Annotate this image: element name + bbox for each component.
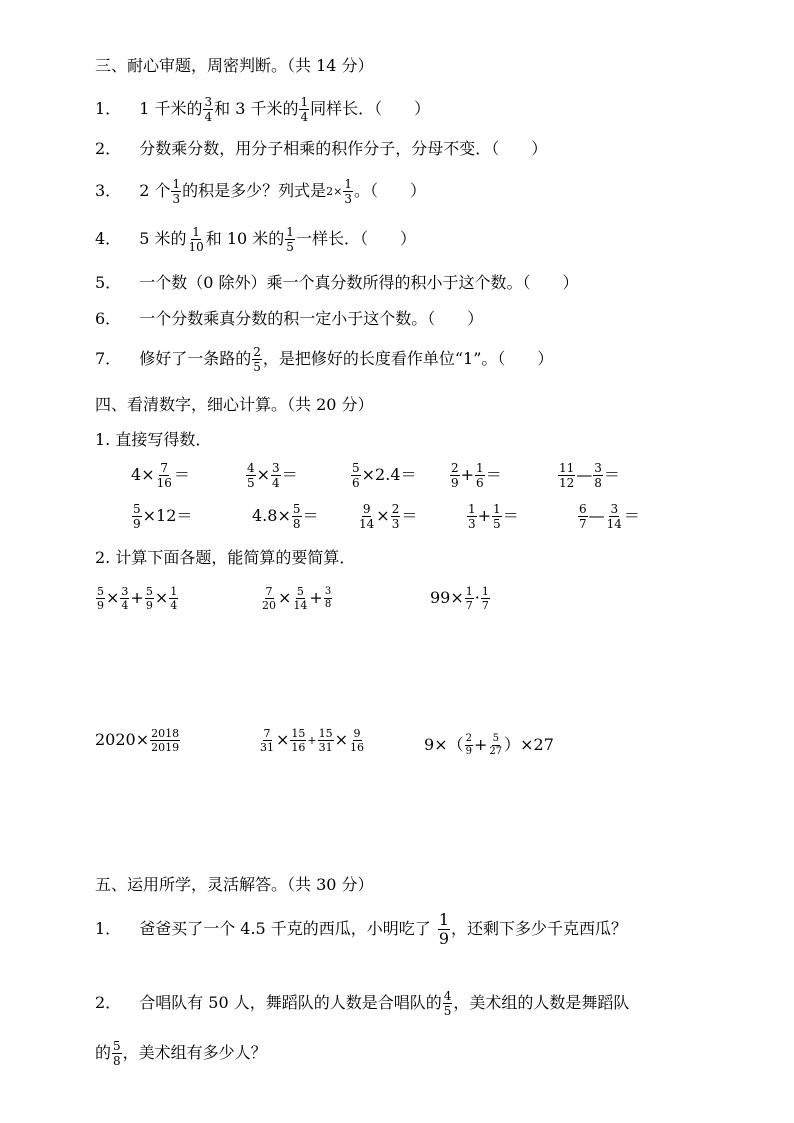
calc-problem-6: 9×（ $\frac{2}{9}$ + $\frac{5}{27}$ ）×27	[424, 733, 554, 757]
question-5-2-line-1	[95, 990, 629, 1017]
oral-calc-3: $\frac{5}{6}$ ×2.4＝	[352, 461, 417, 490]
question-text: 1 千米的	[139, 99, 203, 118]
oral-calc-9: $\frac{1}{3}$ + $\frac{1}{5}$ ＝	[468, 502, 519, 531]
subsection-2-title: 2. 计算下面各题，能简算的要简算．	[95, 548, 356, 567]
question-3-4	[95, 226, 416, 253]
section-3-title: 三、耐心审题，周密判断。（共 14 分）	[95, 56, 374, 75]
calc-problem-2: $\frac{7}{20}$ × $\frac{5}{14}$ + $\frac{3}{8}$	[262, 585, 332, 612]
fraction: $\frac{1}{9}$	[438, 910, 449, 948]
calc-problem-1: $\frac{5}{9}$ × $\frac{3}{4}$ + $\frac{5}{9}$ × $\frac{1}{4}$	[97, 585, 178, 612]
oral-calc-10: $\frac{6}{7}$ — $\frac{3}{14}$ ＝	[579, 502, 640, 531]
oral-calc-5: $\frac{11}{12}$ — $\frac{3}{8}$ ＝	[559, 461, 620, 490]
question-number: 2．	[95, 139, 122, 158]
calc-problem-4: 2020× $\frac{2018}{2019}$	[95, 727, 180, 754]
fraction: $\frac{1}{10}$	[188, 225, 204, 254]
oral-calc-8: $\frac{9}{14}$ × $\frac{2}{3}$ ＝	[359, 502, 418, 531]
question-3-5	[95, 275, 578, 291]
question-3-7	[95, 346, 553, 373]
question-text: ，还剩下多少千克西瓜？	[451, 919, 628, 938]
question-number: 1．	[95, 99, 122, 118]
question-text: 的积是多少？列式是	[182, 181, 327, 200]
question-text: 分数乘分数，用分子相乘的积作分子，分母不变．（ ）	[139, 139, 548, 158]
oral-calc-6: $\frac{5}{9}$ ×12＝	[133, 502, 193, 531]
fraction: $\frac{3}{4}$	[204, 95, 213, 124]
question-number: 2．	[95, 993, 122, 1012]
fraction: $\frac{2}{5}$	[253, 345, 261, 374]
question-text: 一个分数乘真分数的积一定小于这个数。（ ）	[139, 309, 484, 328]
question-3-3	[95, 178, 426, 205]
oral-calc-2: $\frac{4}{5}$ × $\frac{3}{4}$ ＝	[247, 461, 298, 490]
question-text: 爸爸买了一个 4.5 千克的西瓜，小明吃了	[139, 919, 431, 938]
fraction: $\frac{1}{3}$	[344, 177, 352, 206]
oral-calc-4: $\frac{2}{9}$ + $\frac{1}{6}$ ＝	[451, 461, 502, 490]
question-3-2	[95, 141, 547, 157]
question-text: ，美术组有多少人？	[122, 1043, 267, 1062]
subsection-1-title: 1. 直接写得数．	[95, 430, 212, 449]
section-4-title: 四、看清数字，细心计算。（共 20 分）	[95, 395, 374, 414]
fraction: $\frac{4}{5}$	[443, 989, 452, 1018]
question-text: ，是把修好的长度看作单位“1”。（ ）	[262, 349, 554, 368]
question-number: 1．	[95, 919, 122, 938]
question-text: 修好了一条路的	[139, 349, 252, 368]
fraction: $\frac{1}{5}$	[286, 225, 294, 254]
question-number: 5．	[95, 273, 122, 292]
question-number: 7．	[95, 349, 122, 368]
question-text: 。（ ）	[353, 181, 426, 200]
question-number: 4．	[95, 229, 122, 248]
question-text: 同样长．（ ）	[310, 99, 431, 118]
calc-problem-3: 99× $\frac{1}{7}$ · $\frac{1}{7}$	[430, 585, 489, 612]
fraction: $\frac{5}{8}$	[113, 1039, 121, 1068]
question-3-1	[95, 96, 430, 123]
question-text: 的	[95, 1043, 112, 1062]
question-text: 2 个	[139, 181, 171, 200]
fraction: $\frac{1}{3}$	[172, 177, 181, 206]
question-3-6	[95, 311, 483, 327]
oral-calc-7: 4.8× $\frac{5}{8}$ ＝	[252, 502, 319, 531]
question-number: 3．	[95, 181, 122, 200]
question-text: 一个数（0 除外）乘一个真分数所得的积小于这个数。（ ）	[139, 273, 579, 292]
calc-problem-5: $\frac{7}{31}$ × $\frac{15}{16}$ + $\frac{15}{31}$ × $\frac{9}{16}$	[260, 727, 365, 754]
fraction: $\frac{1}{4}$	[300, 95, 309, 124]
question-text: 和 3 千米的	[214, 99, 299, 118]
question-text: 5 米的	[139, 229, 187, 248]
question-number: 6．	[95, 309, 122, 328]
question-text: 和 10 米的	[205, 229, 285, 248]
question-text: 一样长．（ ）	[295, 229, 416, 248]
expression-text: 2×	[326, 185, 343, 198]
question-5-2-line-2	[95, 1040, 267, 1067]
question-text: 合唱队有 50 人，舞蹈队的人数是合唱队的	[139, 993, 442, 1012]
section-5-title: 五、运用所学，灵活解答。（共 30 分）	[95, 875, 374, 894]
oral-calc-1: 4× $\frac{7}{16}$ ＝	[131, 461, 190, 490]
question-text: ，美术组的人数是舞蹈队	[453, 993, 630, 1012]
question-5-1	[95, 912, 627, 947]
